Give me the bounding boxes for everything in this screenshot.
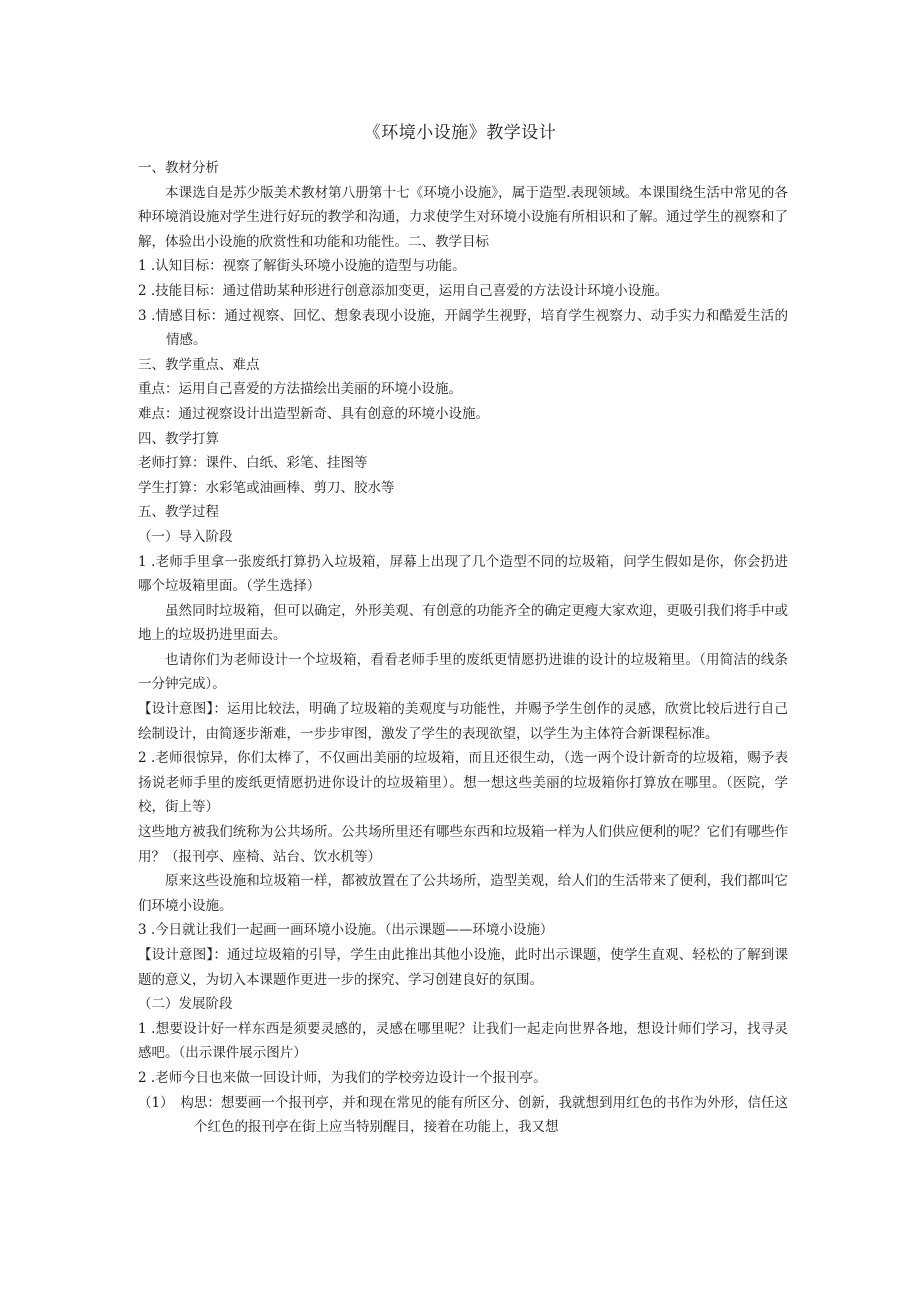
intro-paragraph: 也请你们为老师设计一个垃圾箱，看看老师手里的废纸更情愿扔进谁的设计的垃圾箱里。（用简洁的线条一分钟完成）。	[138, 651, 788, 693]
goal-cognitive: 1 .认知目标：视察了解街头环境小设施的造型与功能。	[138, 258, 466, 275]
section-heading-process: 五、教学过程	[138, 504, 219, 521]
goal-emotion: 3 .情感目标：通过视察、回忆、想象表现小设施，开阔学生视野，培育学生视察力、动手实力和酷爱生活的情感。	[138, 307, 788, 349]
intro-step-1: 1 .老师手里拿一张废纸打算扔入垃圾箱，屏幕上出现了几个造型不同的垃圾箱，问学生假如是你，你会扔进哪个垃圾箱里面。（学生选择）	[138, 553, 788, 595]
section-heading-material-analysis: 一、教材分析	[138, 160, 219, 176]
development-step-1: 1 .想要设计好一样东西是须要灵感的，灵感在哪里呢？让我们一起走向世界各地，想设计师们学习，找寻灵感吧。（出示课件展示图片）	[138, 1020, 788, 1062]
development-substep-1: （1） 构思：想要画一个报刊亭，并和现在常见的能有所区分、创新，我就想到用红色的书作为外形，信任这个红色的报刊亭在街上应当特别醒目，接着在功能上，我又想	[138, 1094, 788, 1136]
section-heading-key-points: 三、教学重点、难点	[138, 356, 260, 373]
intro-step-3: 3 .今日就让我们一起画一画环境小设施。（出示课题——环境小设施）	[138, 922, 554, 939]
goal-skill: 2 .技能目标：通过借助某种形进行创意添加变更，运用自己喜爱的方法设计环境小设施。	[138, 282, 669, 299]
intro-paragraph: 这些地方被我们统称为公共场所。公共场所里还有哪些东西和垃圾箱一样为人们供应便利的呢？它们有哪些作用？（报刊亭、座椅、站台、饮水机等）	[138, 824, 788, 865]
intro-step-2: 2 .老师很惊异，你们太棒了，不仅画出美丽的垃圾箱，而且还很生动，（选一两个设计新奇的垃圾箱，赐予表扬说老师手里的废纸更情愿扔进你设计的垃圾箱里）。想一想这些美丽的垃圾箱你打算放在哪里。（医院，学校，街上等）	[138, 750, 788, 816]
intro-paragraph: 虽然同时垃圾箱，但可以确定，外形美观、有创意的功能齐全的确定更瘦大家欢迎，更吸引我们将手中或地上的垃圾扔进里面去。	[138, 602, 788, 644]
development-step-2: 2 .老师今日也来做一回设计师，为我们的学校旁边设计一个报刊亭。	[138, 1069, 547, 1086]
key-point: 重点：运用自己喜爱的方法描绘出美丽的环境小设施。	[138, 381, 462, 398]
design-intent-note: 【设计意图】：运用比较法，明确了垃圾箱的美观度与功能性，并赐予学生创作的灵感，欣赏比较后进行自己绘制设计，由简逐步渐难，一步步审图，激发了学生的表现欲望，以学生为主体符合新课程标准。	[138, 701, 788, 742]
difficult-point: 难点：通过视察设计出造型新奇、具有创意的环境小设施。	[138, 405, 489, 422]
intro-paragraph: 原来这些设施和垃圾箱一样，都被放置在了公共场所，造型美观，给人们的生活带来了便利，我们都叫它们环境小设施。	[138, 873, 788, 914]
subsection-heading-intro-stage: （一）导入阶段	[138, 528, 233, 545]
student-preparation: 学生打算：水彩笔或油画棒、剪刀、胶水等	[138, 479, 395, 496]
teacher-preparation: 老师打算：课件、白纸、彩笔、挂图等	[138, 455, 368, 472]
document-title: 《环境小设施》教学设计	[363, 123, 557, 143]
paragraph-material-intro: 本课选自是苏少版美术教材第八册第十七《环境小设施》，属于造型.表现领域。本课围绕生活中常见的各种环境消设施对学生进行好玩的教学和沟通，力求使学生对环境小设施有所相识和了解。通过学生的视察和了解，体验出小设施的欣赏性和功能和功能性。二、教学目标	[138, 184, 788, 250]
document-body	[138, 156, 788, 1140]
subsection-heading-development-stage: （二）发展阶段	[138, 996, 233, 1013]
design-intent-note: 【设计意图】：通过垃圾箱的引导，学生由此推出其他小设施，此时出示课题，使学生直观、轻松的了解到课题的意义，为切入本课题作更进一步的探究、学习创建良好的氛围。	[138, 947, 788, 988]
section-heading-preparation: 四、教学打算	[138, 430, 219, 447]
